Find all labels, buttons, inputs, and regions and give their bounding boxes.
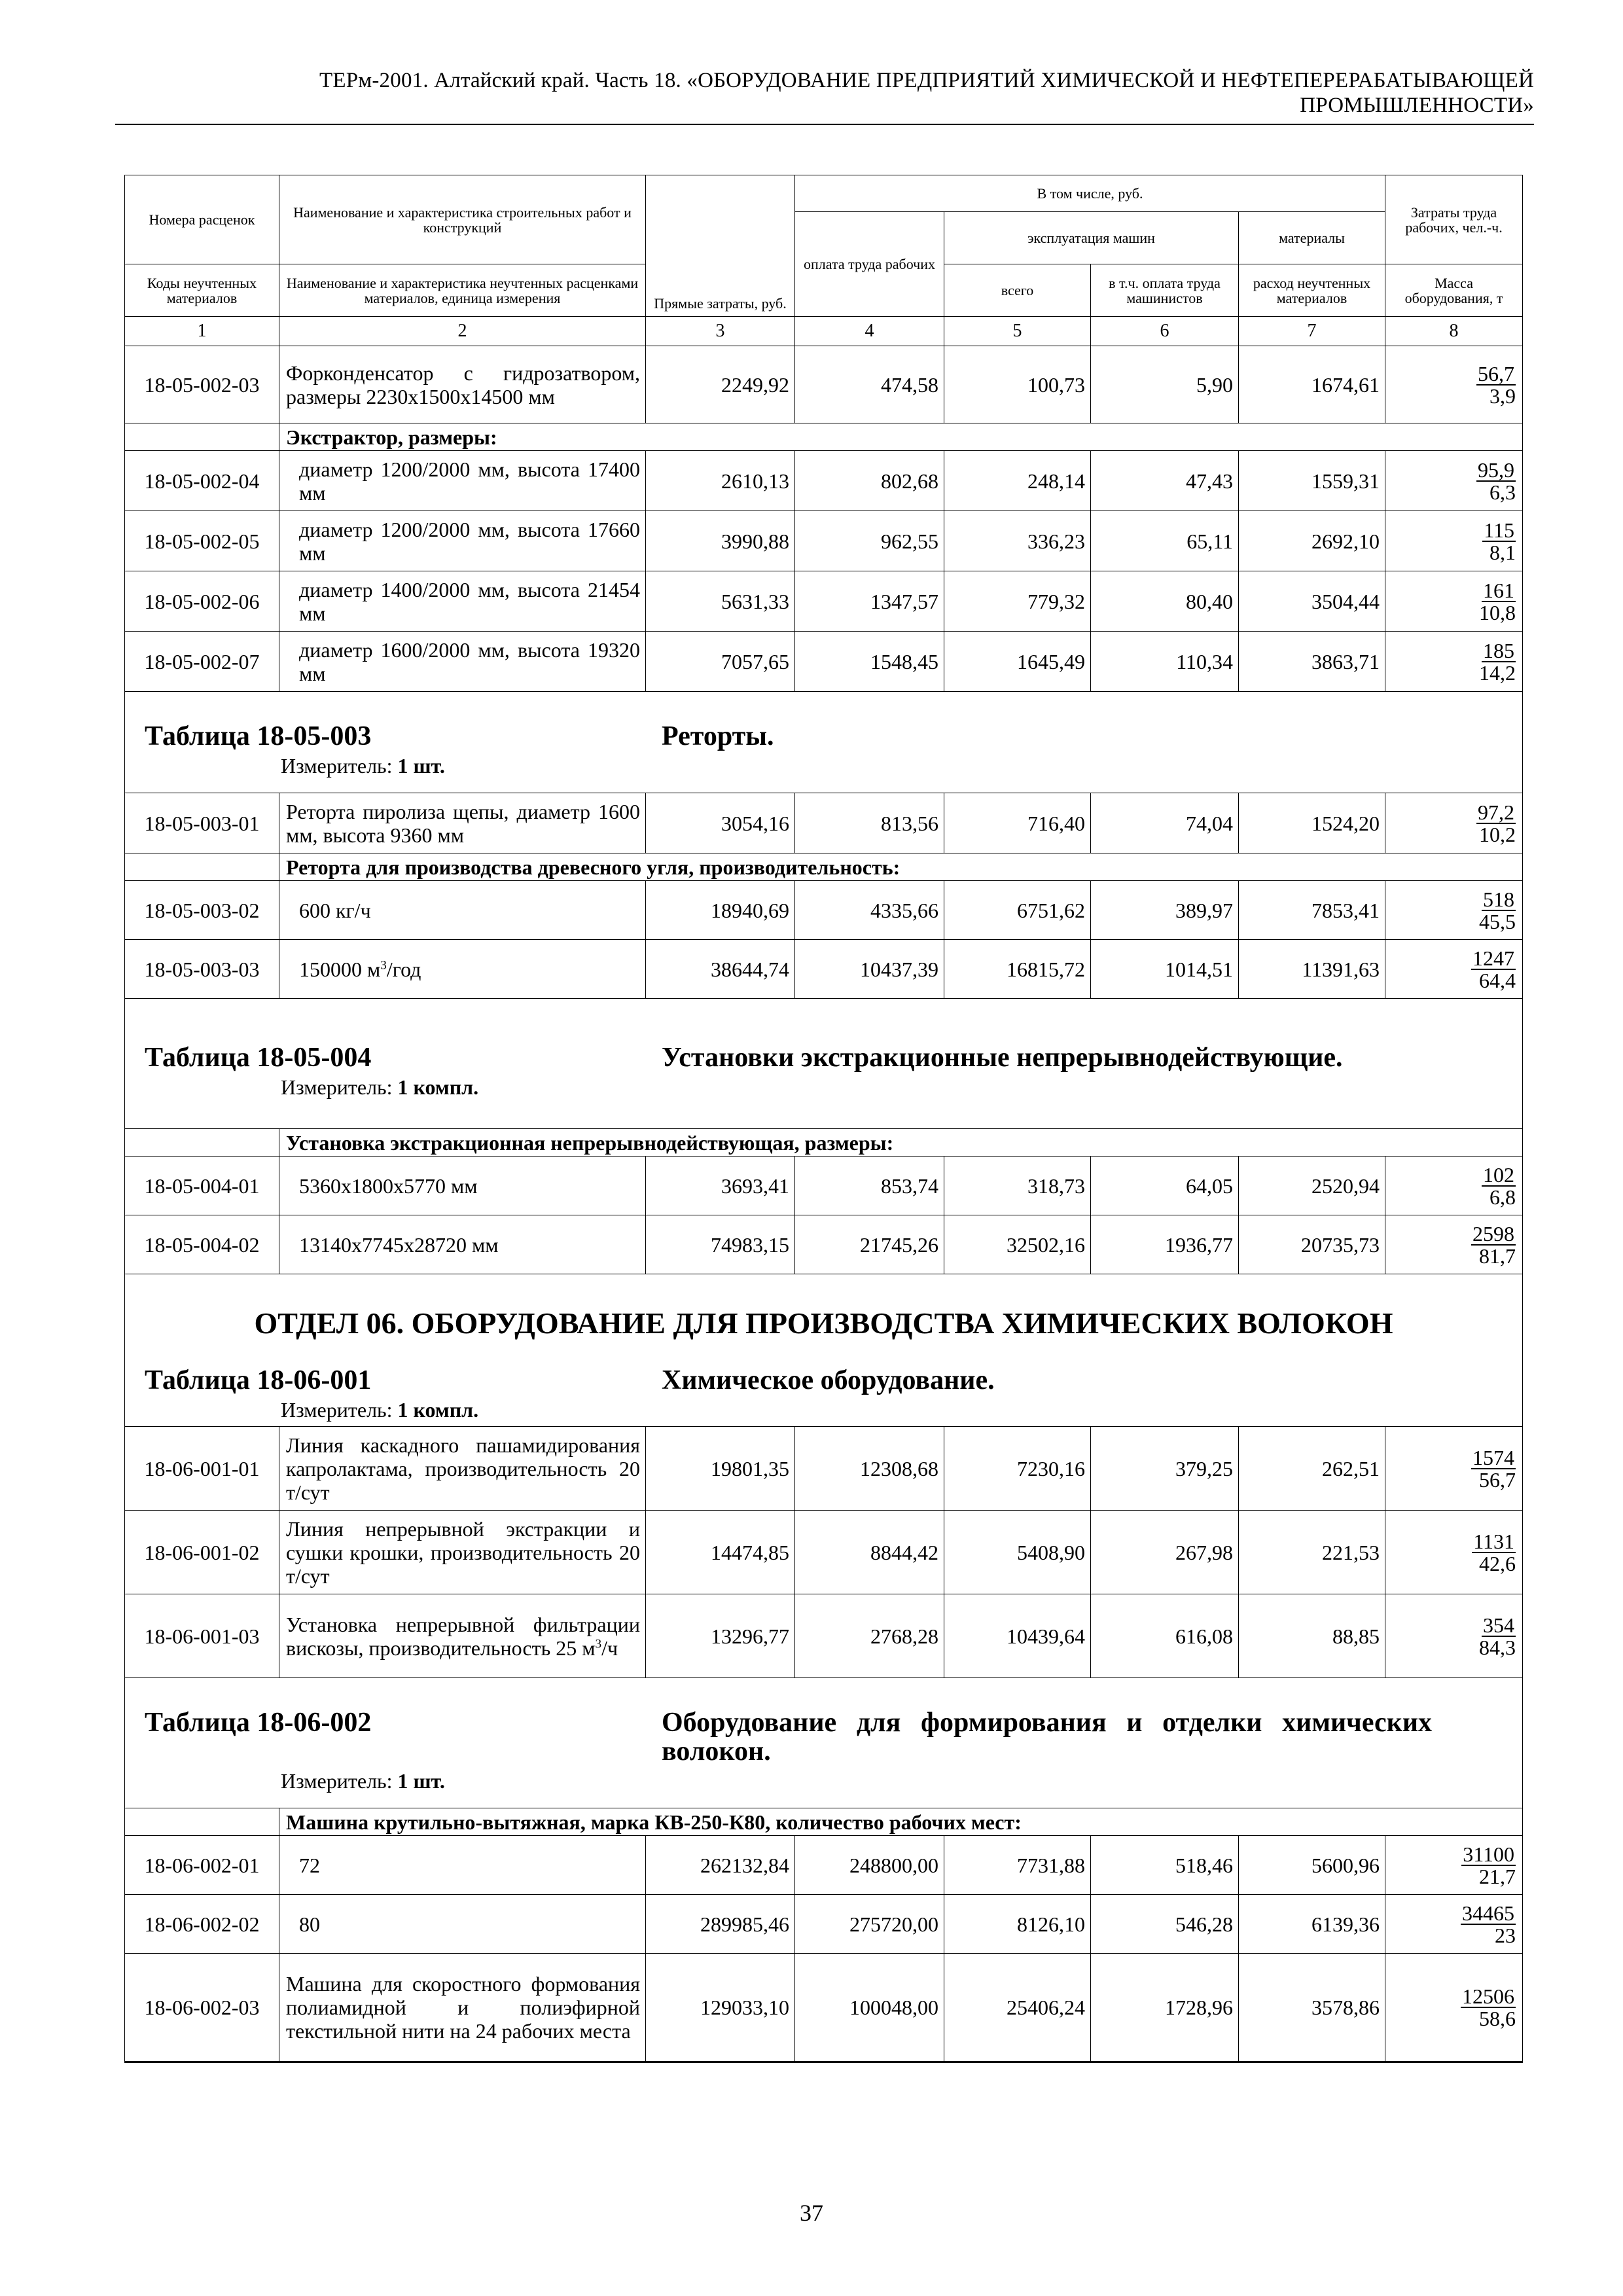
group-row: [125, 1129, 1523, 1157]
empty-cell: [125, 423, 279, 451]
machinist-pay: 1936,77: [1091, 1215, 1239, 1274]
rate-description: диаметр 1200/2000 мм, высота 17660 мм: [279, 511, 646, 571]
mass-value: 14,2: [1479, 660, 1516, 685]
price-table: [124, 175, 1523, 2063]
machinist-pay: 110,34: [1091, 632, 1239, 692]
machinist-pay: 1728,96: [1091, 1954, 1239, 2062]
rate-code: 18-05-002-06: [125, 571, 279, 632]
table-row: [125, 632, 1523, 692]
table-row: [125, 1895, 1523, 1954]
table-number: Таблица 18-06-001: [145, 1365, 372, 1395]
mass-value: 6,3: [1489, 480, 1516, 504]
mass-value: 58,6: [1479, 2007, 1516, 2030]
group-heading: Установка экстракционная непрерывнодействующая, размеры:: [279, 1129, 1523, 1157]
rate-description-unit: /ч: [601, 1636, 618, 1660]
machines-total: 32502,16: [944, 1215, 1091, 1274]
labor-pay: 802,68: [795, 451, 944, 511]
labor-pay: 8844,42: [795, 1511, 944, 1594]
labor-mass-fraction: [1385, 940, 1523, 999]
materials-cost: 3504,44: [1239, 571, 1385, 632]
col-materials-consumption-header: расход неучтенных материалов: [1239, 264, 1385, 317]
machinist-pay: 47,43: [1091, 451, 1239, 511]
group-row: [125, 1808, 1523, 1836]
labor-mass-fraction: [1385, 1836, 1523, 1895]
materials-cost: 5600,96: [1239, 1836, 1385, 1895]
unit-line: [130, 1075, 1517, 1100]
mass-value: 8,1: [1489, 540, 1516, 564]
labor-cost-value: 97,2: [1478, 800, 1515, 824]
rate-code: 18-06-002-03: [125, 1954, 279, 2062]
materials-cost: 2520,94: [1239, 1157, 1385, 1215]
direct-cost: 13296,77: [646, 1594, 795, 1678]
machines-total: 100,73: [944, 346, 1091, 423]
labor-cost-value: 2598: [1472, 1221, 1515, 1246]
section-row: [125, 1678, 1523, 1808]
table-row: [125, 1157, 1523, 1215]
machines-total: 6751,62: [944, 881, 1091, 940]
materials-cost: 221,53: [1239, 1511, 1385, 1594]
labor-pay: 100048,00: [795, 1954, 944, 2062]
table-name: Реторты.: [662, 721, 774, 751]
machinist-pay: 379,25: [1091, 1427, 1239, 1511]
machines-total: 716,40: [944, 793, 1091, 853]
machines-total: 336,23: [944, 511, 1091, 571]
table-row: [125, 1594, 1523, 1678]
labor-mass-fraction: [1385, 511, 1523, 571]
mass-value: 64,4: [1479, 968, 1516, 992]
unit-line: [130, 753, 1517, 778]
col-including-header: В том числе, руб.: [795, 175, 1385, 212]
machinist-pay: 1014,51: [1091, 940, 1239, 999]
materials-cost: 1524,20: [1239, 793, 1385, 853]
machines-total: 7230,16: [944, 1427, 1091, 1511]
labor-pay: 962,55: [795, 511, 944, 571]
direct-cost: 3054,16: [646, 793, 795, 853]
labor-mass-fraction: [1385, 1594, 1523, 1678]
section-row: [125, 692, 1523, 793]
unit-line: [130, 1768, 1517, 1793]
mass-value: 6,8: [1489, 1185, 1516, 1209]
labor-pay: 10437,39: [795, 940, 944, 999]
col-codes-header: Номера расценок: [125, 175, 279, 264]
machines-total: 1645,49: [944, 632, 1091, 692]
labor-pay: 248800,00: [795, 1836, 944, 1895]
superscript: 3: [595, 1636, 602, 1651]
rate-code: 18-05-002-03: [125, 346, 279, 423]
unit-value: 1 шт.: [397, 1769, 445, 1793]
direct-cost: 74983,15: [646, 1215, 795, 1274]
col-num: 5: [944, 317, 1091, 346]
rate-description: Реторта пиролиза щепы, диаметр 1600 мм, высота 9360 мм: [279, 793, 646, 853]
machines-total: 248,14: [944, 451, 1091, 511]
rate-code: 18-06-001-02: [125, 1511, 279, 1594]
labor-mass-fraction: [1385, 881, 1523, 940]
rate-description: Форконденсатор с гидрозатвором, размеры 2230x1500x14500 мм: [279, 346, 646, 423]
labor-mass-fraction: [1385, 451, 1523, 511]
labor-pay: 2768,28: [795, 1594, 944, 1678]
table-row: [125, 1954, 1523, 2062]
col-labor-pay-header: оплата труда рабочих: [795, 212, 944, 317]
rate-code: 18-06-002-02: [125, 1895, 279, 1954]
rate-code: 18-05-003-02: [125, 881, 279, 940]
machinist-pay: 65,11: [1091, 511, 1239, 571]
machines-total: 8126,10: [944, 1895, 1091, 1954]
col-num: 2: [279, 317, 646, 346]
materials-cost: 1559,31: [1239, 451, 1385, 511]
unit-label: Измеритель:: [281, 1075, 393, 1099]
materials-cost: 3578,86: [1239, 1954, 1385, 2062]
section-row: [125, 999, 1523, 1129]
col-num: 3: [646, 317, 795, 346]
rate-code: 18-05-002-07: [125, 632, 279, 692]
labor-cost-value: 31100: [1463, 1842, 1515, 1866]
labor-cost-value: 56,7: [1478, 361, 1515, 386]
rate-description: [279, 940, 646, 999]
col-num: 6: [1091, 317, 1239, 346]
machines-total: 7731,88: [944, 1836, 1091, 1895]
machines-total: 16815,72: [944, 940, 1091, 999]
materials-cost: 1674,61: [1239, 346, 1385, 423]
machinist-pay: 546,28: [1091, 1895, 1239, 1954]
labor-pay: 474,58: [795, 346, 944, 423]
machinist-pay: 5,90: [1091, 346, 1239, 423]
labor-mass-fraction: [1385, 1427, 1523, 1511]
direct-cost: 38644,74: [646, 940, 795, 999]
materials-cost: 7853,41: [1239, 881, 1385, 940]
labor-mass-fraction: [1385, 1954, 1523, 2062]
machines-total: 318,73: [944, 1157, 1091, 1215]
direct-cost: 2610,13: [646, 451, 795, 511]
col-num: 7: [1239, 317, 1385, 346]
labor-pay: 813,56: [795, 793, 944, 853]
col-machines-total-header: всего: [944, 264, 1091, 317]
table-number: Таблица 18-05-004: [145, 1043, 372, 1073]
col-material-codes-header: Коды неучтенных материалов: [125, 264, 279, 317]
materials-cost: 262,51: [1239, 1427, 1385, 1511]
department-title: ОТДЕЛ 06. ОБОРУДОВАНИЕ ДЛЯ ПРОИЗВОДСТВА ХИМИЧЕСКИХ ВОЛОКОН: [254, 1306, 1393, 1340]
col-machinist-pay-header: в т.ч. оплата труда машинистов: [1091, 264, 1239, 317]
direct-cost: 289985,46: [646, 1895, 795, 1954]
labor-pay: 21745,26: [795, 1215, 944, 1274]
machinist-pay: 616,08: [1091, 1594, 1239, 1678]
table-name: Установки экстракционные непрерывнодействующие.: [662, 1043, 1343, 1073]
machines-total: 25406,24: [944, 1954, 1091, 2062]
machinist-pay: 518,46: [1091, 1836, 1239, 1895]
col-num: 8: [1385, 317, 1523, 346]
rate-description-text: Установка непрерывной фильтрации вискозы, производительность 25 м: [286, 1612, 640, 1660]
rate-description: Машина для скоростного формования полиамидной и полиэфирной текстильной нити на 24 рабочих места: [279, 1954, 646, 2062]
labor-mass-fraction: [1385, 1157, 1523, 1215]
labor-cost-value: 115: [1484, 518, 1515, 542]
rate-code: 18-06-002-01: [125, 1836, 279, 1895]
group-row: [125, 853, 1523, 881]
rate-description: Линия непрерывной экстракции и сушки крошки, производительность 20 т/сут: [279, 1511, 646, 1594]
table-row: [125, 1215, 1523, 1274]
labor-cost-value: 161: [1483, 578, 1515, 602]
superscript: 3: [380, 958, 387, 972]
rate-description: [279, 1594, 646, 1678]
table-row: [125, 1836, 1523, 1895]
direct-cost: 19801,35: [646, 1427, 795, 1511]
table-row: [125, 940, 1523, 999]
page-number: 37: [800, 2200, 823, 2226]
col-labor-cost-header: Затраты труда рабочих, чел.-ч.: [1385, 175, 1523, 264]
rate-description: диаметр 1200/2000 мм, высота 17400 мм: [279, 451, 646, 511]
rate-description: 5360x1800x5770 мм: [279, 1157, 646, 1215]
machinist-pay: 74,04: [1091, 793, 1239, 853]
rate-code: 18-05-003-03: [125, 940, 279, 999]
labor-mass-fraction: [1385, 1511, 1523, 1594]
labor-cost-value: 354: [1483, 1613, 1515, 1637]
direct-cost: 18940,69: [646, 881, 795, 940]
running-header-line2: ПРОМЫШЛЕННОСТИ»: [1300, 94, 1534, 117]
section-row: [125, 1274, 1523, 1427]
empty-cell: [125, 853, 279, 881]
rate-description: диаметр 1600/2000 мм, высота 19320 мм: [279, 632, 646, 692]
running-header: [116, 68, 1534, 118]
materials-cost: 6139,36: [1239, 1895, 1385, 1954]
labor-cost-value: 102: [1483, 1162, 1515, 1187]
labor-mass-fraction: [1385, 1215, 1523, 1274]
labor-cost-value: 95,9: [1478, 457, 1515, 482]
col-machines-header: эксплуатация машин: [944, 212, 1239, 264]
machinist-pay: 267,98: [1091, 1511, 1239, 1594]
rate-code: 18-05-002-04: [125, 451, 279, 511]
labor-cost-value: 12506: [1462, 1984, 1515, 2008]
labor-pay: 275720,00: [795, 1895, 944, 1954]
running-header-line1: ТЕРм-2001. Алтайский край. Часть 18. «ОБОРУДОВАНИЕ ПРЕДПРИЯТИЙ ХИМИЧЕСКОЙ И НЕФТЕПЕРЕРАБАТЫВАЮЩЕЙ: [319, 69, 1534, 92]
direct-cost: 3693,41: [646, 1157, 795, 1215]
rate-description: 13140x7745x28720 мм: [279, 1215, 646, 1274]
mass-value: 81,7: [1479, 1244, 1516, 1268]
direct-cost: 14474,85: [646, 1511, 795, 1594]
unit-value: 1 шт.: [397, 754, 445, 778]
materials-cost: 20735,73: [1239, 1215, 1385, 1274]
labor-cost-value: 1247: [1472, 946, 1515, 970]
materials-cost: 2692,10: [1239, 511, 1385, 571]
section-heading: [125, 999, 1523, 1129]
labor-cost-value: 518: [1483, 887, 1515, 911]
direct-cost: 2249,92: [646, 346, 795, 423]
section-heading: [125, 1678, 1523, 1808]
mass-value: 10,2: [1479, 822, 1516, 846]
section-heading: [125, 1274, 1523, 1427]
rate-code: 18-06-001-01: [125, 1427, 279, 1511]
group-heading: Машина крутильно-вытяжная, марка КВ-250-К80, количество рабочих мест:: [279, 1808, 1523, 1836]
col-material-name-header: Наименование и характеристика неучтенных расценками материалов, единица измерения: [279, 264, 646, 317]
rate-description: диаметр 1400/2000 мм, высота 21454 мм: [279, 571, 646, 632]
unit-label: Измеритель:: [281, 1398, 393, 1422]
rate-description-unit: /год: [386, 957, 421, 981]
materials-cost: 11391,63: [1239, 940, 1385, 999]
table-row: [125, 346, 1523, 423]
rate-description: Линия каскадного пашамидирования капролактама, производительность 20 т/сут: [279, 1427, 646, 1511]
machinist-pay: 80,40: [1091, 571, 1239, 632]
direct-cost: 5631,33: [646, 571, 795, 632]
table-row: [125, 793, 1523, 853]
labor-mass-fraction: [1385, 793, 1523, 853]
machines-total: 10439,64: [944, 1594, 1091, 1678]
rate-code: 18-05-004-01: [125, 1157, 279, 1215]
mass-value: 10,8: [1479, 600, 1516, 624]
labor-pay: 4335,66: [795, 881, 944, 940]
labor-pay: 853,74: [795, 1157, 944, 1215]
group-heading: Экстрактор, размеры:: [279, 423, 1523, 451]
unit-value: 1 компл.: [397, 1075, 479, 1099]
unit-value: 1 компл.: [397, 1398, 479, 1422]
empty-cell: [125, 1808, 279, 1836]
mass-value: 56,7: [1479, 1467, 1516, 1492]
col-num: 4: [795, 317, 944, 346]
direct-cost: 3990,88: [646, 511, 795, 571]
labor-cost-value: 1574: [1472, 1445, 1515, 1469]
table-name: Оборудование для формирования и отделки химических волокон.: [662, 1708, 1433, 1767]
labor-pay: 1347,57: [795, 571, 944, 632]
machinist-pay: 64,05: [1091, 1157, 1239, 1215]
rate-code: 18-05-004-02: [125, 1215, 279, 1274]
table-number: Таблица 18-06-002: [145, 1708, 372, 1738]
group-heading: Реторта для производства древесного угля, производительность:: [279, 853, 1523, 881]
header-rule: [115, 124, 1534, 125]
group-row: [125, 423, 1523, 451]
rate-description-text: 150000 м: [299, 957, 381, 981]
section-heading: [125, 692, 1523, 793]
column-numbers-row: [125, 317, 1523, 346]
col-materials-header: материалы: [1239, 212, 1385, 264]
unit-label: Измеритель:: [281, 754, 393, 778]
machines-total: 779,32: [944, 571, 1091, 632]
labor-pay: 12308,68: [795, 1427, 944, 1511]
table-row: [125, 571, 1523, 632]
table-row: [125, 881, 1523, 940]
table-number: Таблица 18-05-003: [145, 721, 372, 751]
col-num: 1: [125, 317, 279, 346]
header-row-1: [125, 175, 1523, 212]
mass-value: 84,3: [1479, 1635, 1516, 1659]
unit-label: Измеритель:: [281, 1769, 393, 1793]
rate-description: 600 кг/ч: [279, 881, 646, 940]
machinist-pay: 389,97: [1091, 881, 1239, 940]
col-name-header: Наименование и характеристика строительных работ и конструкций: [279, 175, 646, 264]
table-row: [125, 451, 1523, 511]
labor-mass-fraction: [1385, 571, 1523, 632]
table-row: [125, 511, 1523, 571]
direct-cost: 262132,84: [646, 1836, 795, 1895]
machines-total: 5408,90: [944, 1511, 1091, 1594]
labor-mass-fraction: [1385, 346, 1523, 423]
unit-line: [130, 1397, 1517, 1422]
labor-cost-value: 34465: [1462, 1901, 1515, 1925]
labor-cost-value: 185: [1483, 638, 1515, 662]
direct-cost: 129033,10: [646, 1954, 795, 2062]
rate-code: 18-05-003-01: [125, 793, 279, 853]
labor-cost-value: 1131: [1473, 1529, 1515, 1553]
col-equipment-mass-header: Масса оборудования, т: [1385, 264, 1523, 317]
labor-mass-fraction: [1385, 1895, 1523, 1954]
mass-value: 21,7: [1479, 1864, 1516, 1888]
table-name: Химическое оборудование.: [662, 1365, 995, 1395]
rate-description: 80: [279, 1895, 646, 1954]
labor-mass-fraction: [1385, 632, 1523, 692]
materials-cost: 88,85: [1239, 1594, 1385, 1678]
rate-description: 72: [279, 1836, 646, 1895]
table-row: [125, 1511, 1523, 1594]
col-direct-header: Прямые затраты, руб.: [646, 175, 795, 317]
mass-value: 3,9: [1489, 384, 1516, 408]
rate-code: 18-06-001-03: [125, 1594, 279, 1678]
table-row: [125, 1427, 1523, 1511]
materials-cost: 3863,71: [1239, 632, 1385, 692]
empty-cell: [125, 1129, 279, 1157]
mass-value: 23: [1495, 1923, 1516, 1947]
mass-value: 45,5: [1479, 909, 1516, 933]
labor-pay: 1548,45: [795, 632, 944, 692]
rate-code: 18-05-002-05: [125, 511, 279, 571]
mass-value: 42,6: [1479, 1551, 1516, 1575]
direct-cost: 7057,65: [646, 632, 795, 692]
